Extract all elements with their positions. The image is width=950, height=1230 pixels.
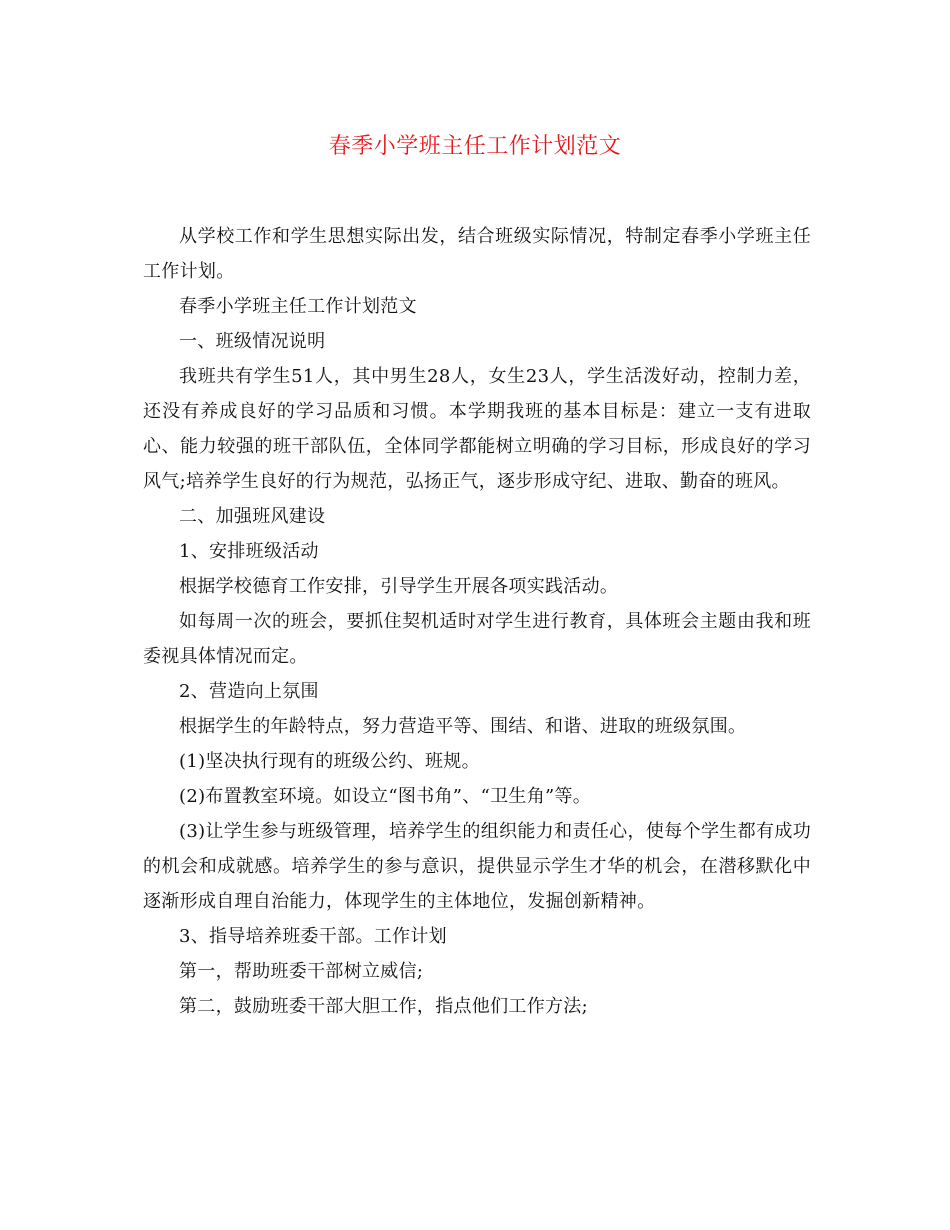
paragraph-second: 第二，鼓励班委干部大胆工作，指点他们工作方法;: [179, 996, 588, 1017]
section-heading-class-overview: 一、班级情况说明: [179, 331, 326, 352]
subheading-atmosphere: 2、营造向上氛围: [179, 681, 319, 702]
document-body: [143, 219, 811, 1024]
list-item-1: (1)坚决执行现有的班级公约、班规。: [179, 751, 480, 772]
paragraph-intro: 从学校工作和学生思想实际出发，结合班级实际情况，特制定春季小学班主任工作计划。: [143, 226, 811, 282]
list-item-3: (3)让学生参与班级管理，培养学生的组织能力和责任心，使每个学生都有成功的机会和成就感。培养学生的参与意识，提供显示学生才华的机会，在潜移默化中逐渐形成自理自治能力，体现学生的主体地位，发掘创新精神。: [143, 821, 811, 912]
paragraph-first: 第一，帮助班委干部树立威信;: [179, 961, 424, 982]
subheading-class-committee: 3、指导培养班委干部。工作计划: [179, 926, 447, 947]
paragraph-subtitle: 春季小学班主任工作计划范文: [179, 296, 417, 317]
paragraph-atmosphere: 根据学生的年龄特点，努力营造平等、围结、和谐、进取的班级氛围。: [179, 716, 747, 737]
section-heading-class-culture: 二、加强班风建设: [179, 506, 326, 527]
list-item-2: (2)布置教室环境。如设立“图书角”、“卫生角”等。: [179, 786, 592, 807]
document-title: 春季小学班主任工作计划范文: [328, 134, 622, 159]
paragraph-class-meeting: 如每周一次的班会，要抓住契机适时对学生进行教育，具体班会主题由我和班委视具体情况而定。: [143, 611, 811, 667]
paragraph-activities: 根据学校德育工作安排，引导学生开展各项实践活动。: [179, 576, 619, 597]
paragraph-class-overview: 我班共有学生51人，其中男生28人，女生23人，学生活泼好动，控制力差，还没有养成良好的学习品质和习惯。本学期我班的基本目标是：建立一支有进取心、能力较强的班干部队伍，全体同学都能树立明确的学习目标，形成良好的学习风气;培养学生良好的行为规范，弘扬正气，逐步形成守纪、进取、勤奋的班风。: [143, 366, 811, 492]
subheading-class-activities: 1、安排班级活动: [179, 541, 319, 562]
